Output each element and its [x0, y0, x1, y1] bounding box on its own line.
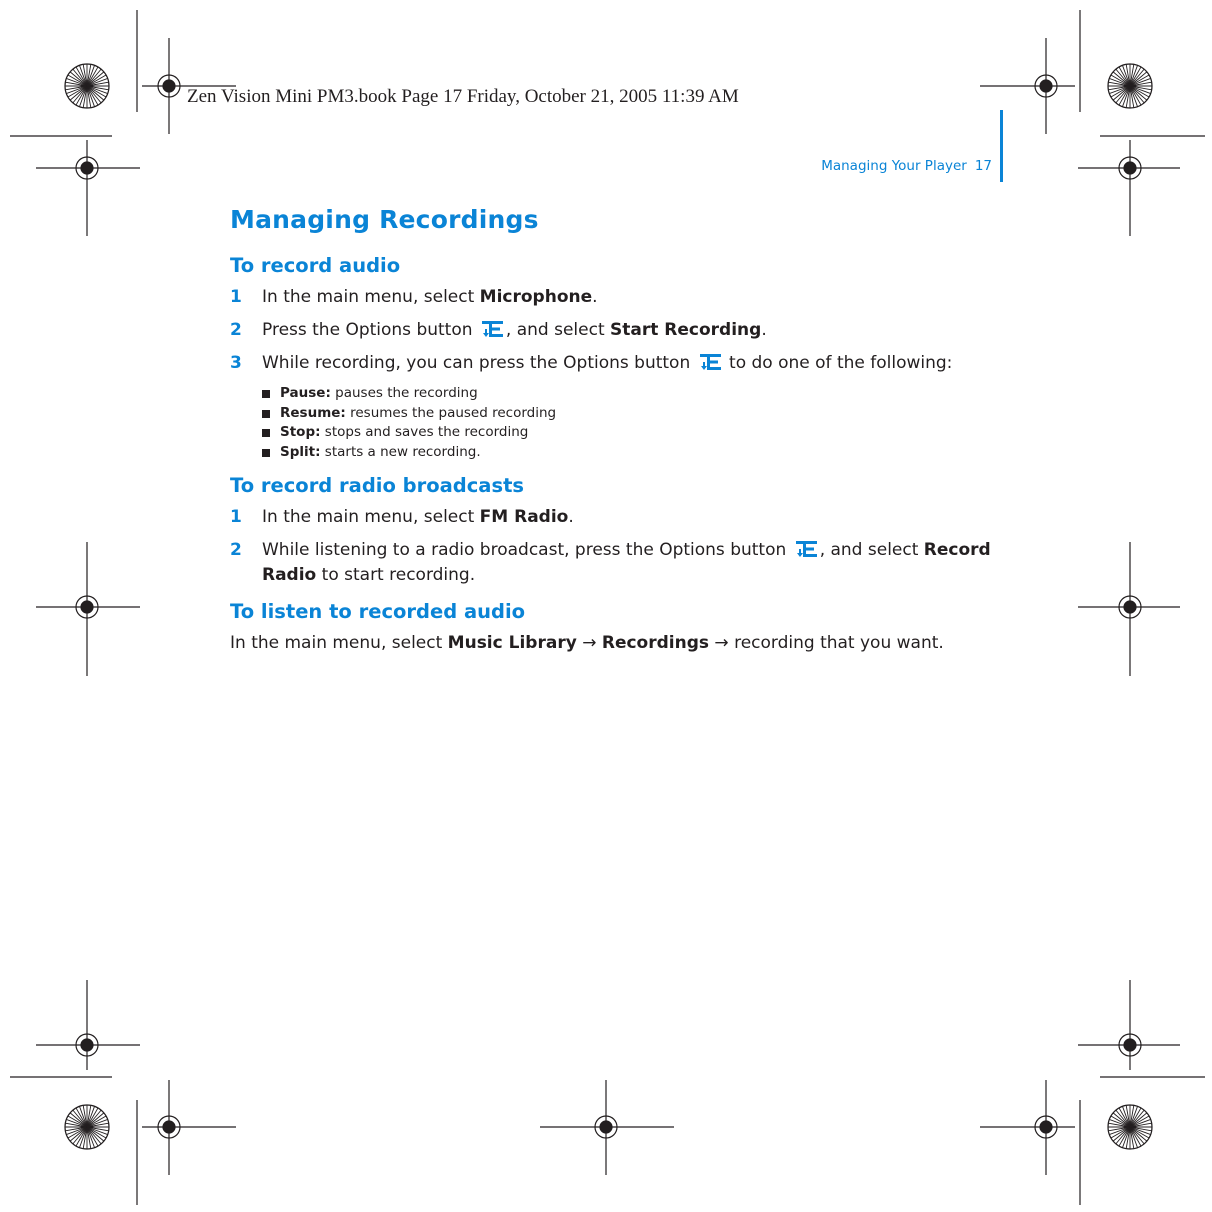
- page-number: 17: [974, 158, 992, 174]
- slug-line: Zen Vision Mini PM3.book Page 17 Friday, October 21, 2005 11:39 AM: [187, 86, 739, 107]
- section-listen-recorded: [230, 600, 1010, 656]
- section-record-radio: [230, 474, 1010, 588]
- target-right-upper: [1078, 140, 1180, 236]
- running-head-section: Managing Your Player: [821, 158, 967, 174]
- list-item: Resume: resumes the paused recording: [262, 404, 1010, 424]
- menu-item-name: Start Recording: [610, 320, 762, 340]
- page-title: Managing Recordings: [230, 205, 539, 234]
- step: 3 While recording, you can press the Options button to do one of the following: Pause: pauses the recording Resume: resumes the paused recording Stop: stops and saves the recording Split: starts a new recording.: [230, 351, 1010, 462]
- running-head: [821, 158, 992, 174]
- menu-item-name: Record Radio: [262, 540, 991, 585]
- list-item: Pause: pauses the recording: [262, 384, 1010, 404]
- options-icon: [794, 540, 818, 558]
- starburst-icon: [1108, 1105, 1152, 1149]
- instruction-paragraph: In the main menu, select Music Library → Recordings → recording that you want.: [230, 633, 944, 653]
- step: 2 While listening to a radio broadcast, press the Options button , and select Record Radio to start recording.: [230, 540, 991, 585]
- arrow-right-icon: →: [582, 633, 597, 653]
- bullet-square: [262, 410, 270, 418]
- step-number: 2: [230, 320, 242, 340]
- step-list: [230, 285, 1010, 462]
- section-record-audio: [230, 254, 1010, 462]
- step: 1 In the main menu, select FM Radio.: [230, 505, 1010, 530]
- starburst-icon: [65, 1105, 109, 1149]
- starburst-icon: [65, 64, 109, 108]
- bullet-square: [262, 429, 270, 437]
- section-heading: To record audio: [230, 254, 401, 277]
- page-content: [230, 205, 1010, 668]
- running-head-rule: [1000, 110, 1003, 182]
- step: 1 In the main menu, select Microphone.: [230, 285, 1010, 310]
- step-list: [230, 505, 1010, 588]
- menu-item-name: Music Library: [447, 633, 577, 653]
- options-icon: [480, 320, 504, 338]
- step-number: 1: [230, 287, 242, 307]
- target-bottom-center: [540, 1080, 674, 1175]
- target-top-right-inner: [980, 38, 1075, 134]
- options-icon: [698, 353, 722, 371]
- target-right-lower: [1078, 980, 1180, 1070]
- step-number: 1: [230, 507, 242, 527]
- menu-item-name: Recordings: [601, 633, 710, 653]
- target-bottom-right-inner: [980, 1080, 1075, 1175]
- target-left-upper: [36, 140, 140, 236]
- target-left-lower: [36, 980, 140, 1070]
- target-right-middle: [1078, 542, 1180, 676]
- step-number: 3: [230, 353, 242, 373]
- bullet-square: [262, 390, 270, 398]
- list-item: Stop: stops and saves the recording: [262, 423, 1010, 443]
- section-heading: To record radio broadcasts: [230, 474, 525, 497]
- target-bottom-left-inner: [142, 1080, 236, 1175]
- menu-item-name: Microphone: [479, 287, 593, 307]
- section-heading: To listen to recorded audio: [230, 600, 526, 623]
- step: 2 Press the Options button , and select Start Recording.: [230, 318, 1010, 343]
- starburst-icon: [1108, 64, 1152, 108]
- menu-item-name: FM Radio: [479, 507, 569, 527]
- target-left-middle: [36, 542, 140, 676]
- arrow-right-icon: →: [714, 633, 729, 653]
- list-item: Split: starts a new recording.: [262, 443, 1010, 463]
- step-number: 2: [230, 540, 242, 560]
- bullet-square: [262, 449, 270, 457]
- option-list: [262, 384, 1010, 462]
